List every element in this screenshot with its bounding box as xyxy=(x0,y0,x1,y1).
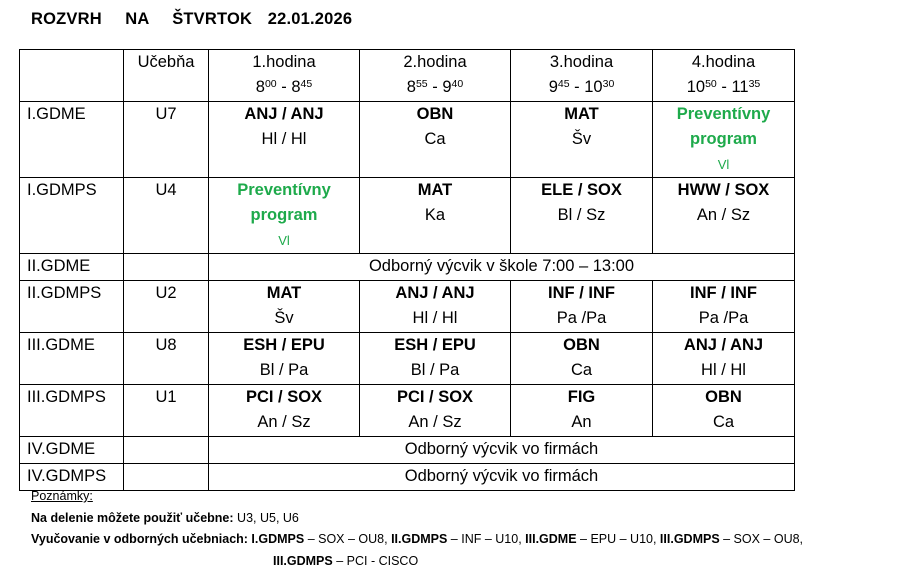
class-name: IV.GDMPS xyxy=(20,464,124,491)
header-row xyxy=(20,50,795,102)
lesson-cell: PCI / SOX An / Sz xyxy=(360,385,511,437)
header-period-2: 2.hodina $8^{55} - 9^{40}$ xyxy=(360,50,511,102)
lesson-cell: FIG An xyxy=(511,385,653,437)
table-row xyxy=(20,385,795,437)
room: U7 xyxy=(124,102,209,178)
merged-activity-cell: Odborný výcvik v škole 7:00 – 13:00 xyxy=(209,254,795,281)
notes-line-continuation: III.GDMPS – PCI - CISCO xyxy=(273,553,419,568)
class-name: II.GDME xyxy=(20,254,124,281)
lesson-cell: OBN Ca xyxy=(653,385,795,437)
lesson-cell: ELE / SOX Bl / Sz xyxy=(511,178,653,254)
header-empty-cell xyxy=(20,50,124,102)
room: U1 xyxy=(124,385,209,437)
lesson-cell: PCI / SOX An / Sz xyxy=(209,385,360,437)
room: U4 xyxy=(124,178,209,254)
table-row xyxy=(20,281,795,333)
lesson-cell: MAT Šv xyxy=(511,102,653,178)
lesson-cell: MAT Ka xyxy=(360,178,511,254)
room: U8 xyxy=(124,333,209,385)
class-name: I.GDMPS xyxy=(20,178,124,254)
header-period-4: 4.hodina $10^{50} - 11^{35}$ xyxy=(653,50,795,102)
room xyxy=(124,254,209,281)
class-name: III.GDMPS xyxy=(20,385,124,437)
notes-heading: Poznámky: xyxy=(31,489,93,503)
preventive-program-cell: Preventívny program Vl xyxy=(653,102,795,178)
lesson-cell: ANJ / ANJ Hl / Hl xyxy=(209,102,360,178)
class-name: II.GDMPS xyxy=(20,281,124,333)
lesson-cell: ANJ / ANJ Hl / Hl xyxy=(360,281,511,333)
room: U2 xyxy=(124,281,209,333)
merged-activity-cell: Odborný výcvik vo firmách xyxy=(209,464,795,491)
table-row xyxy=(20,254,795,281)
preventive-program-cell: Preventívny program Vl xyxy=(209,178,360,254)
notes-line-special-rooms: Vyučovanie v odborných učebniach: I.GDMPS – SOX – OU8, II.GDMPS – INF – U10, III.GDME – EPU – U10, III.GDMPS – SOX – OU8, xyxy=(31,532,804,546)
notes-line-rooms: Na delenie môžete použiť učebne: U3, U5, U6 xyxy=(31,510,299,525)
lesson-cell: OBN Ca xyxy=(511,333,653,385)
notes-section xyxy=(31,486,803,572)
header-room: Učebňa xyxy=(124,50,209,102)
class-name: IV.GDME xyxy=(20,437,124,464)
lesson-cell: INF / INF Pa /Pa xyxy=(653,281,795,333)
lesson-cell: OBN Ca xyxy=(360,102,511,178)
class-name: III.GDME xyxy=(20,333,124,385)
table-row xyxy=(20,333,795,385)
lesson-cell: ANJ / ANJ Hl / Hl xyxy=(653,333,795,385)
lesson-cell: HWW / SOX An / Sz xyxy=(653,178,795,254)
merged-activity-cell: Odborný výcvik vo firmách xyxy=(209,437,795,464)
lesson-cell: MAT Šv xyxy=(209,281,360,333)
class-name: I.GDME xyxy=(20,102,124,178)
page-title: ROZVRH NA ŠTVRTOK 22.01.2026 xyxy=(31,10,353,28)
table-row xyxy=(20,102,795,178)
lesson-cell: ESH / EPU Bl / Pa xyxy=(209,333,360,385)
schedule-table xyxy=(19,49,795,491)
header-period-1: 1.hodina $8^{00} - 8^{45}$ xyxy=(209,50,360,102)
lesson-cell: ESH / EPU Bl / Pa xyxy=(360,333,511,385)
room xyxy=(124,437,209,464)
header-period-3: 3.hodina $9^{45} - 10^{30}$ xyxy=(511,50,653,102)
table-row xyxy=(20,437,795,464)
table-row xyxy=(20,178,795,254)
lesson-cell: INF / INF Pa /Pa xyxy=(511,281,653,333)
